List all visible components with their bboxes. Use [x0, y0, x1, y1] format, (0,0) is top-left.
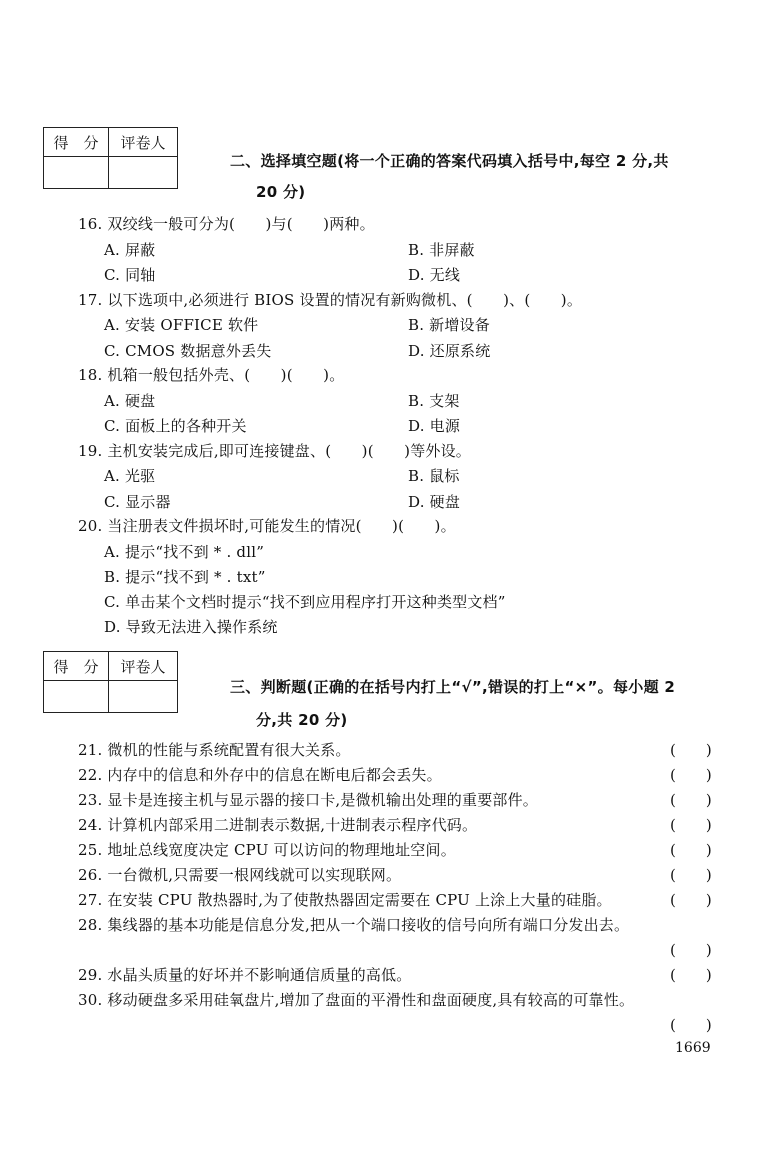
q18-option-c: C. 面板上的各种开关 — [104, 417, 247, 435]
grader-label: 评卷人 — [109, 652, 178, 681]
q20-option-c: C. 单击某个文档时提示“找不到应用程序打开这种类型文档” — [104, 593, 506, 611]
q18-option-a: A. 硬盘 — [104, 392, 156, 410]
q17-option-c: C. CMOS 数据意外丢失 — [104, 342, 272, 360]
section3-title-line2: 分,共 20 分) — [256, 711, 348, 729]
section2-title-line1: 二、选择填空题(将一个正确的答案代码填入括号中,每空 2 分,共 — [230, 152, 669, 170]
page-number: 1669 — [675, 1040, 711, 1056]
answer-paren-29[interactable]: ( ) — [670, 966, 712, 984]
answer-paren-26[interactable]: ( ) — [670, 866, 712, 884]
answer-paren-21[interactable]: ( ) — [670, 741, 712, 759]
q16-option-c: C. 同轴 — [104, 266, 156, 284]
q19-option-d: D. 硬盘 — [408, 493, 461, 511]
question-17-stem: 17. 以下选项中,必须进行 BIOS 设置的情况有新购微机、( )、( )。 — [78, 291, 583, 309]
tf-item-27: 27. 在安装 CPU 散热器时,为了使散热器固定需要在 CPU 上涂上大量的硅脂。 — [78, 891, 612, 909]
question-19-stem: 19. 主机安装完成后,即可连接键盘、( )( )等外设。 — [78, 442, 472, 460]
grader-label: 评卷人 — [109, 128, 178, 157]
score-cell[interactable] — [44, 681, 109, 713]
answer-paren-23[interactable]: ( ) — [670, 791, 712, 809]
q19-option-a: A. 光驱 — [104, 467, 156, 485]
score-label: 得 分 — [44, 128, 109, 157]
score-box-section3 — [43, 651, 178, 713]
section3-title-line1: 三、判断题(正确的在括号内打上“√”,错误的打上“×”。每小题 2 — [230, 678, 676, 696]
answer-paren-22[interactable]: ( ) — [670, 766, 712, 784]
tf-item-30: 30. 移动硬盘多采用硅氧盘片,增加了盘面的平滑性和盘面硬度,具有较高的可靠性。 — [78, 991, 635, 1009]
q20-option-b: B. 提示“找不到 * . txt” — [104, 568, 266, 586]
tf-item-23: 23. 显卡是连接主机与显示器的接口卡,是微机输出处理的重要部件。 — [78, 791, 538, 809]
q16-option-a: A. 屏蔽 — [104, 241, 156, 259]
question-16-stem: 16. 双绞线一般可分为( )与( )两种。 — [78, 215, 375, 233]
grader-cell[interactable] — [109, 681, 178, 713]
q17-option-a: A. 安装 OFFICE 软件 — [104, 316, 259, 334]
score-label: 得 分 — [44, 652, 109, 681]
q19-option-c: C. 显示器 — [104, 493, 171, 511]
tf-item-28: 28. 集线器的基本功能是信息分发,把从一个端口接收的信号向所有端口分发出去。 — [78, 916, 630, 934]
answer-paren-25[interactable]: ( ) — [670, 841, 712, 859]
section2-title-line2: 20 分) — [256, 183, 306, 201]
q16-option-d: D. 无线 — [408, 266, 461, 284]
grader-cell[interactable] — [109, 157, 178, 189]
q16-option-b: B. 非屏蔽 — [408, 241, 475, 259]
score-box-section2 — [43, 127, 178, 189]
answer-paren-28[interactable]: ( ) — [670, 941, 712, 959]
score-cell[interactable] — [44, 157, 109, 189]
tf-item-21: 21. 微机的性能与系统配置有很大关系。 — [78, 741, 351, 759]
tf-item-29: 29. 水晶头质量的好坏并不影响通信质量的高低。 — [78, 966, 412, 984]
q17-option-d: D. 还原系统 — [408, 342, 491, 360]
question-18-stem: 18. 机箱一般包括外壳、( )( )。 — [78, 366, 345, 384]
q20-option-a: A. 提示“找不到 * . dll” — [104, 543, 265, 561]
tf-item-25: 25. 地址总线宽度决定 CPU 可以访问的物理地址空间。 — [78, 841, 456, 859]
q18-option-d: D. 电源 — [408, 417, 461, 435]
q19-option-b: B. 鼠标 — [408, 467, 460, 485]
answer-paren-24[interactable]: ( ) — [670, 816, 712, 834]
tf-item-24: 24. 计算机内部采用二进制表示数据,十进制表示程序代码。 — [78, 816, 478, 834]
tf-item-22: 22. 内存中的信息和外存中的信息在断电后都会丢失。 — [78, 766, 442, 784]
q17-option-b: B. 新增设备 — [408, 316, 490, 334]
q18-option-b: B. 支架 — [408, 392, 460, 410]
q20-option-d: D. 导致无法进入操作系统 — [104, 618, 278, 636]
tf-item-26: 26. 一台微机,只需要一根网线就可以实现联网。 — [78, 866, 402, 884]
question-20-stem: 20. 当注册表文件损坏时,可能发生的情况( )( )。 — [78, 517, 456, 535]
answer-paren-30[interactable]: ( ) — [670, 1016, 712, 1034]
answer-paren-27[interactable]: ( ) — [670, 891, 712, 909]
